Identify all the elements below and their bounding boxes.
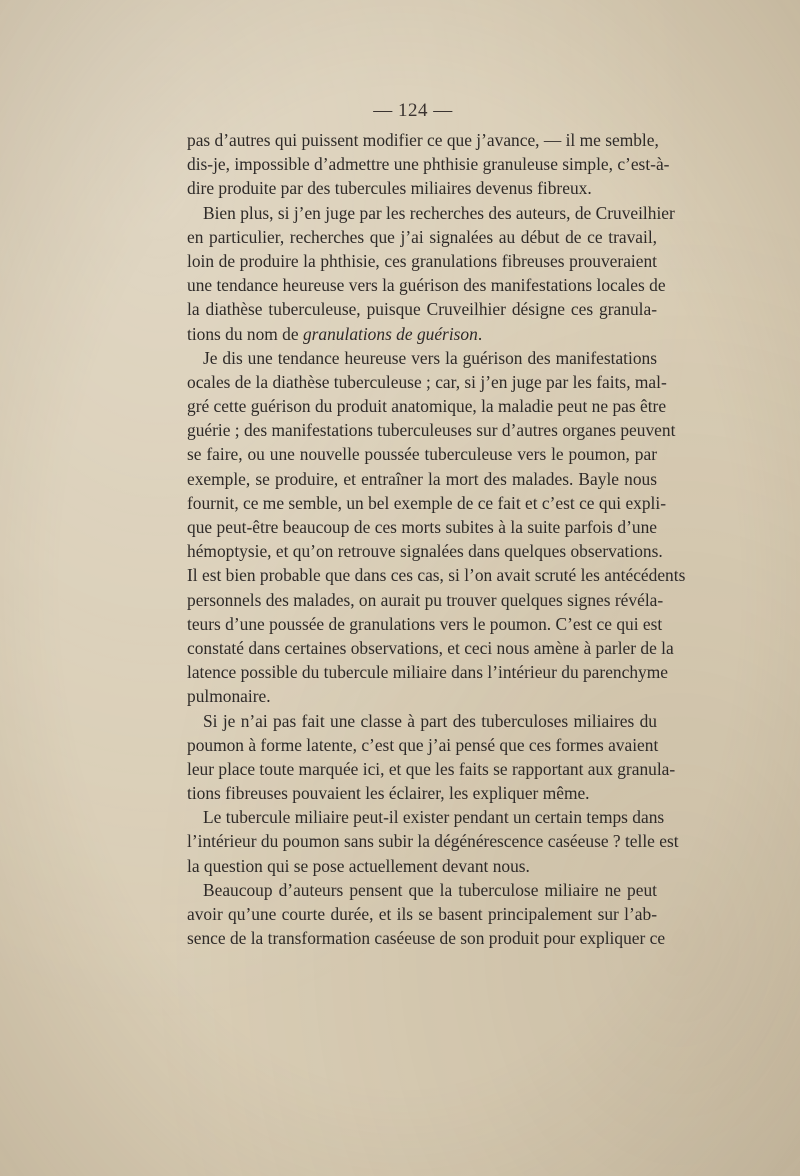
text-line: en particulier, recherches que j’ai signalées au début de ce travail, <box>187 226 657 247</box>
text-line: exemple, se produire, et entraîner la mort des malades. Bayle nous <box>187 468 657 489</box>
italic-term: granulations de guérison <box>302 323 478 344</box>
text-fragment: . <box>477 323 483 344</box>
text-line: l’intérieur du poumon sans subir la dégénérescence caséeuse ? telle est <box>187 831 679 852</box>
text-line: guérie ; des manifestations tuberculeuses sur d’autres organes peuvent <box>187 420 676 441</box>
text-line: pulmonaire. <box>187 686 271 707</box>
text-line: personnels des malades, on aurait pu trouver quelques signes révéla- <box>187 589 664 610</box>
text-line: fournit, ce me semble, un bel exemple de ce fait et c’est ce qui expli- <box>187 492 667 513</box>
text-line: ocales de la diathèse tuberculeuse ; car, si j’en juge par les faits, mal- <box>187 371 667 392</box>
text-line: latence possible du tubercule miliaire dans l’intérieur du parenchyme <box>187 662 668 683</box>
text-line: Il est bien probable que dans ces cas, si l’on avait scruté les antécédents <box>187 565 686 586</box>
text-line: sence de la transformation caséeuse de son produit pour expliquer ce <box>187 928 666 949</box>
text-line: Le tubercule miliaire peut-il exister pendant un certain temps dans <box>203 807 665 828</box>
text-line: pas d’autres qui puissent modifier ce que j’avance, — il me semble, <box>187 130 659 150</box>
text-line: la question qui se pose actuellement devant nous. <box>187 855 530 876</box>
text-line: se faire, ou une nouvelle poussée tuberculeuse vers le poumon, par <box>187 444 657 465</box>
text-line: constaté dans certaines observations, et ceci nous amène à parler de la <box>187 637 674 658</box>
text-line: poumon à forme latente, c’est que j’ai pensé que ces formes avaient <box>187 734 659 755</box>
text-line: leur place toute marquée ici, et que les faits se rapportant aux granula- <box>187 758 676 779</box>
text-line: tions fibreuses pouvaient les éclairer, les expliquer même. <box>187 783 590 804</box>
text-line: la diathèse tuberculeuse, puisque Cruveilhier désigne ces granula- <box>187 299 657 320</box>
text-fragment: tions du nom de <box>187 323 303 344</box>
text-line: Je dis une tendance heureuse vers la guérison des manifestations <box>203 347 657 368</box>
text-line: avoir qu’une courte durée, et ils se basent principalement sur l’ab- <box>187 904 657 924</box>
text-line: dire produite par des tubercules miliaires devenus fibreux. <box>187 178 592 199</box>
text-line: Si je n’ai pas fait une classe à part des tuberculoses miliaires du <box>203 710 657 731</box>
text-line: Beaucoup d’auteurs pensent que la tuberculose miliaire ne peut <box>203 879 657 900</box>
text-line: hémoptysie, et qu’on retrouve signalées dans quelques observations. <box>187 541 663 562</box>
text-line: gré cette guérison du produit anatomique, la maladie peut ne pas être <box>187 396 667 417</box>
text-line: dis-je, impossible d’admettre une phthisie granuleuse simple, c’est-à- <box>187 154 670 175</box>
page-number: — 124 — <box>373 100 453 121</box>
text-line: loin de produire la phthisie, ces granulations fibreuses prouveraient <box>187 250 657 271</box>
body-text <box>187 128 686 950</box>
text-line: teurs d’une poussée de granulations vers le poumon. C’est ce qui est <box>187 613 663 634</box>
text-line: Bien plus, si j’en juge par les recherches des auteurs, de Cruveilhier <box>203 202 675 223</box>
text-line: que peut-être beaucoup de ces morts subites à la suite parfois d’une <box>187 517 657 537</box>
text-line: une tendance heureuse vers la guérison des manifestations locales de <box>187 275 666 296</box>
text-line <box>187 322 657 346</box>
